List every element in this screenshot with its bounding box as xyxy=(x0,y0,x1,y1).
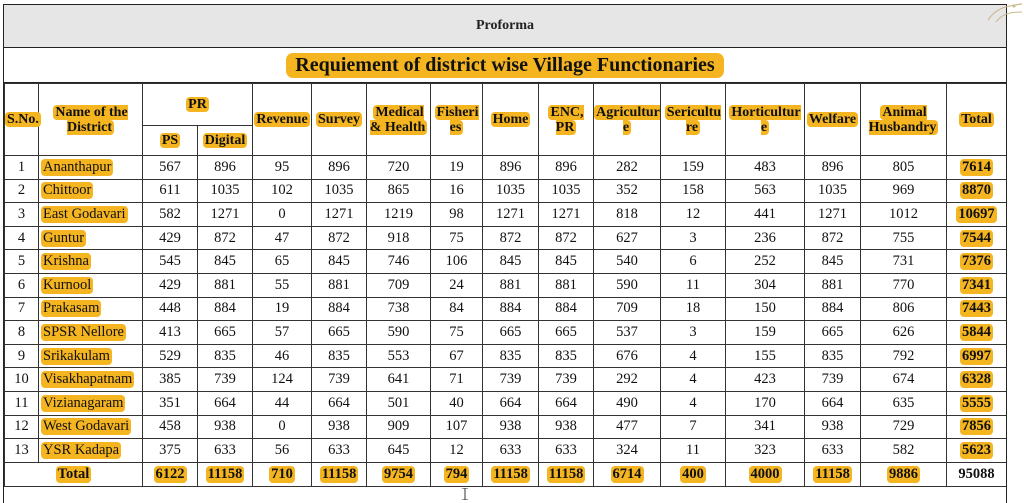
district-cell: West Godavari xyxy=(39,415,143,439)
enc-header: ENC, PR xyxy=(539,84,594,156)
value-cell: 865 xyxy=(367,179,431,203)
row-total-cell: 7376 xyxy=(947,250,1007,274)
value-cell: 938 xyxy=(539,415,594,439)
sericulture-header: Sericultu re xyxy=(661,84,726,156)
value-cell: 709 xyxy=(367,273,431,297)
value-cell: 739 xyxy=(539,368,594,392)
value-cell: 483 xyxy=(726,156,805,180)
district-cell: Kurnool xyxy=(39,273,143,297)
row-total-cell: 7544 xyxy=(947,226,1007,250)
value-cell: 633 xyxy=(312,439,367,463)
district-cell: Ananthapur xyxy=(39,156,143,180)
row-total-cell: 7856 xyxy=(947,415,1007,439)
value-cell: 909 xyxy=(367,415,431,439)
value-cell: 159 xyxy=(726,321,805,345)
pr-header: PR xyxy=(143,84,253,126)
value-cell: 4 xyxy=(661,391,726,415)
value-cell: 845 xyxy=(312,250,367,274)
sno-cell: 7 xyxy=(5,297,39,321)
value-cell: 46 xyxy=(253,344,312,368)
value-cell: 352 xyxy=(594,179,661,203)
proforma-label: Proforma xyxy=(475,18,535,33)
sno-cell: 11 xyxy=(5,391,39,415)
value-cell: 75 xyxy=(431,321,483,345)
table-row xyxy=(5,321,1007,345)
value-cell: 47 xyxy=(253,226,312,250)
value-cell: 720 xyxy=(367,156,431,180)
value-cell: 896 xyxy=(198,156,253,180)
value-cell: 563 xyxy=(726,179,805,203)
value-cell: 102 xyxy=(253,179,312,203)
value-cell: 884 xyxy=(198,297,253,321)
total-header: Total xyxy=(947,84,1007,156)
value-cell: 84 xyxy=(431,297,483,321)
value-cell: 739 xyxy=(198,368,253,392)
value-cell: 537 xyxy=(594,321,661,345)
horticulture-header: Horticultur e xyxy=(726,84,805,156)
value-cell: 835 xyxy=(198,344,253,368)
value-cell: 1271 xyxy=(539,203,594,227)
column-total-cell: 4000 xyxy=(726,462,805,486)
column-total-cell: 400 xyxy=(661,462,726,486)
value-cell: 731 xyxy=(861,250,947,274)
title-row xyxy=(4,48,1006,83)
value-cell: 3 xyxy=(661,321,726,345)
value-cell: 938 xyxy=(805,415,861,439)
value-cell: 884 xyxy=(483,297,539,321)
value-cell: 664 xyxy=(312,391,367,415)
value-cell: 429 xyxy=(143,273,198,297)
functionaries-table xyxy=(4,83,1007,487)
table-row xyxy=(5,156,1007,180)
sno-cell: 13 xyxy=(5,439,39,463)
district-cell: Vizianagaram xyxy=(39,391,143,415)
value-cell: 252 xyxy=(726,250,805,274)
value-cell: 896 xyxy=(539,156,594,180)
value-cell: 633 xyxy=(805,439,861,463)
value-cell: 67 xyxy=(431,344,483,368)
value-cell: 4 xyxy=(661,368,726,392)
value-cell: 1271 xyxy=(198,203,253,227)
column-total-cell: 11158 xyxy=(312,462,367,486)
value-cell: 65 xyxy=(253,250,312,274)
district-cell: Visakhapatnam xyxy=(39,368,143,392)
value-cell: 56 xyxy=(253,439,312,463)
value-cell: 582 xyxy=(143,203,198,227)
value-cell: 818 xyxy=(594,203,661,227)
district-cell: SPSR Nellore xyxy=(39,321,143,345)
district-rows xyxy=(5,156,1007,463)
value-cell: 324 xyxy=(594,439,661,463)
value-cell: 633 xyxy=(198,439,253,463)
value-cell: 872 xyxy=(805,226,861,250)
value-cell: 664 xyxy=(483,391,539,415)
value-cell: 155 xyxy=(726,344,805,368)
value-cell: 918 xyxy=(367,226,431,250)
value-cell: 282 xyxy=(594,156,661,180)
text-cursor-icon xyxy=(462,488,468,500)
row-total-cell: 5623 xyxy=(947,439,1007,463)
value-cell: 896 xyxy=(312,156,367,180)
value-cell: 44 xyxy=(253,391,312,415)
value-cell: 292 xyxy=(594,368,661,392)
value-cell: 3 xyxy=(661,226,726,250)
value-cell: 805 xyxy=(861,156,947,180)
value-cell: 11 xyxy=(661,273,726,297)
corner-flourish-icon xyxy=(984,0,1024,26)
value-cell: 626 xyxy=(861,321,947,345)
value-cell: 635 xyxy=(861,391,947,415)
value-cell: 645 xyxy=(367,439,431,463)
value-cell: 665 xyxy=(805,321,861,345)
table-row xyxy=(5,273,1007,297)
value-cell: 429 xyxy=(143,226,198,250)
value-cell: 553 xyxy=(367,344,431,368)
column-total-cell: 9754 xyxy=(367,462,431,486)
totals-row xyxy=(5,462,1007,486)
survey-header: Survey xyxy=(312,84,367,156)
value-cell: 19 xyxy=(253,297,312,321)
value-cell: 158 xyxy=(661,179,726,203)
welfare-header: Welfare xyxy=(805,84,861,156)
home-header: Home xyxy=(483,84,539,156)
district-cell: Guntur xyxy=(39,226,143,250)
value-cell: 896 xyxy=(483,156,539,180)
ps-header: PS xyxy=(143,126,198,156)
value-cell: 835 xyxy=(312,344,367,368)
value-cell: 845 xyxy=(198,250,253,274)
table-row xyxy=(5,391,1007,415)
table-row xyxy=(5,415,1007,439)
value-cell: 582 xyxy=(861,439,947,463)
value-cell: 611 xyxy=(143,179,198,203)
value-cell: 872 xyxy=(483,226,539,250)
value-cell: 881 xyxy=(539,273,594,297)
district-cell: Krishna xyxy=(39,250,143,274)
sno-cell: 2 xyxy=(5,179,39,203)
row-total-cell: 5844 xyxy=(947,321,1007,345)
value-cell: 739 xyxy=(805,368,861,392)
value-cell: 71 xyxy=(431,368,483,392)
sno-cell: 8 xyxy=(5,321,39,345)
value-cell: 385 xyxy=(143,368,198,392)
sno-header: S.No. xyxy=(5,84,39,156)
page-title: Requiement of district wise Village Functionaries xyxy=(286,53,723,78)
proforma-header xyxy=(4,5,1006,48)
animal-header: Animal Husbandry xyxy=(861,84,947,156)
sno-cell: 12 xyxy=(5,415,39,439)
value-cell: 4 xyxy=(661,344,726,368)
value-cell: 590 xyxy=(367,321,431,345)
proforma-sheet xyxy=(3,4,1007,503)
column-total-cell: 11158 xyxy=(805,462,861,486)
value-cell: 1219 xyxy=(367,203,431,227)
table-row xyxy=(5,439,1007,463)
table-row xyxy=(5,226,1007,250)
row-total-cell: 8870 xyxy=(947,179,1007,203)
table-row xyxy=(5,368,1007,392)
value-cell: 665 xyxy=(539,321,594,345)
value-cell: 590 xyxy=(594,273,661,297)
value-cell: 490 xyxy=(594,391,661,415)
value-cell: 881 xyxy=(805,273,861,297)
value-cell: 738 xyxy=(367,297,431,321)
value-cell: 98 xyxy=(431,203,483,227)
value-cell: 872 xyxy=(312,226,367,250)
value-cell: 835 xyxy=(805,344,861,368)
value-cell: 19 xyxy=(431,156,483,180)
value-cell: 633 xyxy=(483,439,539,463)
value-cell: 676 xyxy=(594,344,661,368)
value-cell: 1271 xyxy=(805,203,861,227)
value-cell: 341 xyxy=(726,415,805,439)
value-cell: 969 xyxy=(861,179,947,203)
value-cell: 55 xyxy=(253,273,312,297)
value-cell: 106 xyxy=(431,250,483,274)
value-cell: 884 xyxy=(539,297,594,321)
value-cell: 665 xyxy=(483,321,539,345)
district-cell: Srikakulam xyxy=(39,344,143,368)
value-cell: 1271 xyxy=(312,203,367,227)
column-total-cell: 794 xyxy=(431,462,483,486)
value-cell: 664 xyxy=(805,391,861,415)
value-cell: 95 xyxy=(253,156,312,180)
value-cell: 845 xyxy=(483,250,539,274)
sno-cell: 10 xyxy=(5,368,39,392)
district-header: Name of the District xyxy=(39,84,143,156)
value-cell: 792 xyxy=(861,344,947,368)
value-cell: 835 xyxy=(483,344,539,368)
value-cell: 170 xyxy=(726,391,805,415)
value-cell: 150 xyxy=(726,297,805,321)
value-cell: 12 xyxy=(431,439,483,463)
district-cell: Prakasam xyxy=(39,297,143,321)
value-cell: 304 xyxy=(726,273,805,297)
district-cell: Chittoor xyxy=(39,179,143,203)
table-row xyxy=(5,250,1007,274)
value-cell: 423 xyxy=(726,368,805,392)
value-cell: 0 xyxy=(253,203,312,227)
value-cell: 746 xyxy=(367,250,431,274)
value-cell: 884 xyxy=(312,297,367,321)
table-row xyxy=(5,203,1007,227)
value-cell: 11 xyxy=(661,439,726,463)
sno-cell: 1 xyxy=(5,156,39,180)
value-cell: 12 xyxy=(661,203,726,227)
row-total-cell: 6997 xyxy=(947,344,1007,368)
totals-label: Total xyxy=(5,462,143,486)
value-cell: 75 xyxy=(431,226,483,250)
value-cell: 323 xyxy=(726,439,805,463)
sno-cell: 9 xyxy=(5,344,39,368)
revenue-header: Revenue xyxy=(253,84,312,156)
column-total-cell: 6122 xyxy=(143,462,198,486)
fisheries-header: Fisheri es xyxy=(431,84,483,156)
value-cell: 545 xyxy=(143,250,198,274)
value-cell: 845 xyxy=(539,250,594,274)
value-cell: 881 xyxy=(483,273,539,297)
value-cell: 529 xyxy=(143,344,198,368)
grand-total-cell: 95088 xyxy=(947,462,1007,486)
value-cell: 938 xyxy=(312,415,367,439)
sno-cell: 4 xyxy=(5,226,39,250)
value-cell: 1035 xyxy=(539,179,594,203)
value-cell: 881 xyxy=(198,273,253,297)
sno-cell: 3 xyxy=(5,203,39,227)
value-cell: 1271 xyxy=(483,203,539,227)
value-cell: 674 xyxy=(861,368,947,392)
row-total-cell: 7341 xyxy=(947,273,1007,297)
value-cell: 664 xyxy=(198,391,253,415)
value-cell: 806 xyxy=(861,297,947,321)
table-row xyxy=(5,344,1007,368)
row-total-cell: 7443 xyxy=(947,297,1007,321)
row-total-cell: 6328 xyxy=(947,368,1007,392)
value-cell: 1035 xyxy=(805,179,861,203)
column-total-cell: 11158 xyxy=(539,462,594,486)
value-cell: 739 xyxy=(312,368,367,392)
value-cell: 1012 xyxy=(861,203,947,227)
value-cell: 845 xyxy=(805,250,861,274)
medical-header: Medical & Health xyxy=(367,84,431,156)
value-cell: 413 xyxy=(143,321,198,345)
value-cell: 501 xyxy=(367,391,431,415)
value-cell: 448 xyxy=(143,297,198,321)
value-cell: 835 xyxy=(539,344,594,368)
column-total-cell: 710 xyxy=(253,462,312,486)
column-total-cell: 9886 xyxy=(861,462,947,486)
value-cell: 770 xyxy=(861,273,947,297)
value-cell: 627 xyxy=(594,226,661,250)
value-cell: 351 xyxy=(143,391,198,415)
agriculture-header: Agricultur e xyxy=(594,84,661,156)
value-cell: 40 xyxy=(431,391,483,415)
value-cell: 24 xyxy=(431,273,483,297)
value-cell: 896 xyxy=(805,156,861,180)
value-cell: 739 xyxy=(483,368,539,392)
column-total-cell: 11158 xyxy=(198,462,253,486)
value-cell: 665 xyxy=(312,321,367,345)
value-cell: 881 xyxy=(312,273,367,297)
value-cell: 633 xyxy=(539,439,594,463)
value-cell: 477 xyxy=(594,415,661,439)
value-cell: 641 xyxy=(367,368,431,392)
value-cell: 375 xyxy=(143,439,198,463)
value-cell: 872 xyxy=(198,226,253,250)
value-cell: 458 xyxy=(143,415,198,439)
row-total-cell: 5555 xyxy=(947,391,1007,415)
table-row xyxy=(5,297,1007,321)
value-cell: 938 xyxy=(198,415,253,439)
row-total-cell: 10697 xyxy=(947,203,1007,227)
row-total-cell: 7614 xyxy=(947,156,1007,180)
value-cell: 124 xyxy=(253,368,312,392)
value-cell: 159 xyxy=(661,156,726,180)
sno-cell: 5 xyxy=(5,250,39,274)
value-cell: 16 xyxy=(431,179,483,203)
column-total-cell: 11158 xyxy=(483,462,539,486)
value-cell: 1035 xyxy=(483,179,539,203)
value-cell: 0 xyxy=(253,415,312,439)
value-cell: 729 xyxy=(861,415,947,439)
value-cell: 665 xyxy=(198,321,253,345)
value-cell: 57 xyxy=(253,321,312,345)
value-cell: 709 xyxy=(594,297,661,321)
value-cell: 664 xyxy=(539,391,594,415)
value-cell: 1035 xyxy=(312,179,367,203)
value-cell: 938 xyxy=(483,415,539,439)
value-cell: 884 xyxy=(805,297,861,321)
sno-cell: 6 xyxy=(5,273,39,297)
value-cell: 540 xyxy=(594,250,661,274)
table-row xyxy=(5,179,1007,203)
value-cell: 567 xyxy=(143,156,198,180)
district-cell: East Godavari xyxy=(39,203,143,227)
value-cell: 7 xyxy=(661,415,726,439)
column-total-cell: 6714 xyxy=(594,462,661,486)
value-cell: 441 xyxy=(726,203,805,227)
district-cell: YSR Kadapa xyxy=(39,439,143,463)
value-cell: 872 xyxy=(539,226,594,250)
value-cell: 18 xyxy=(661,297,726,321)
value-cell: 755 xyxy=(861,226,947,250)
digital-header: Digital xyxy=(198,126,253,156)
value-cell: 1035 xyxy=(198,179,253,203)
value-cell: 236 xyxy=(726,226,805,250)
value-cell: 107 xyxy=(431,415,483,439)
value-cell: 6 xyxy=(661,250,726,274)
